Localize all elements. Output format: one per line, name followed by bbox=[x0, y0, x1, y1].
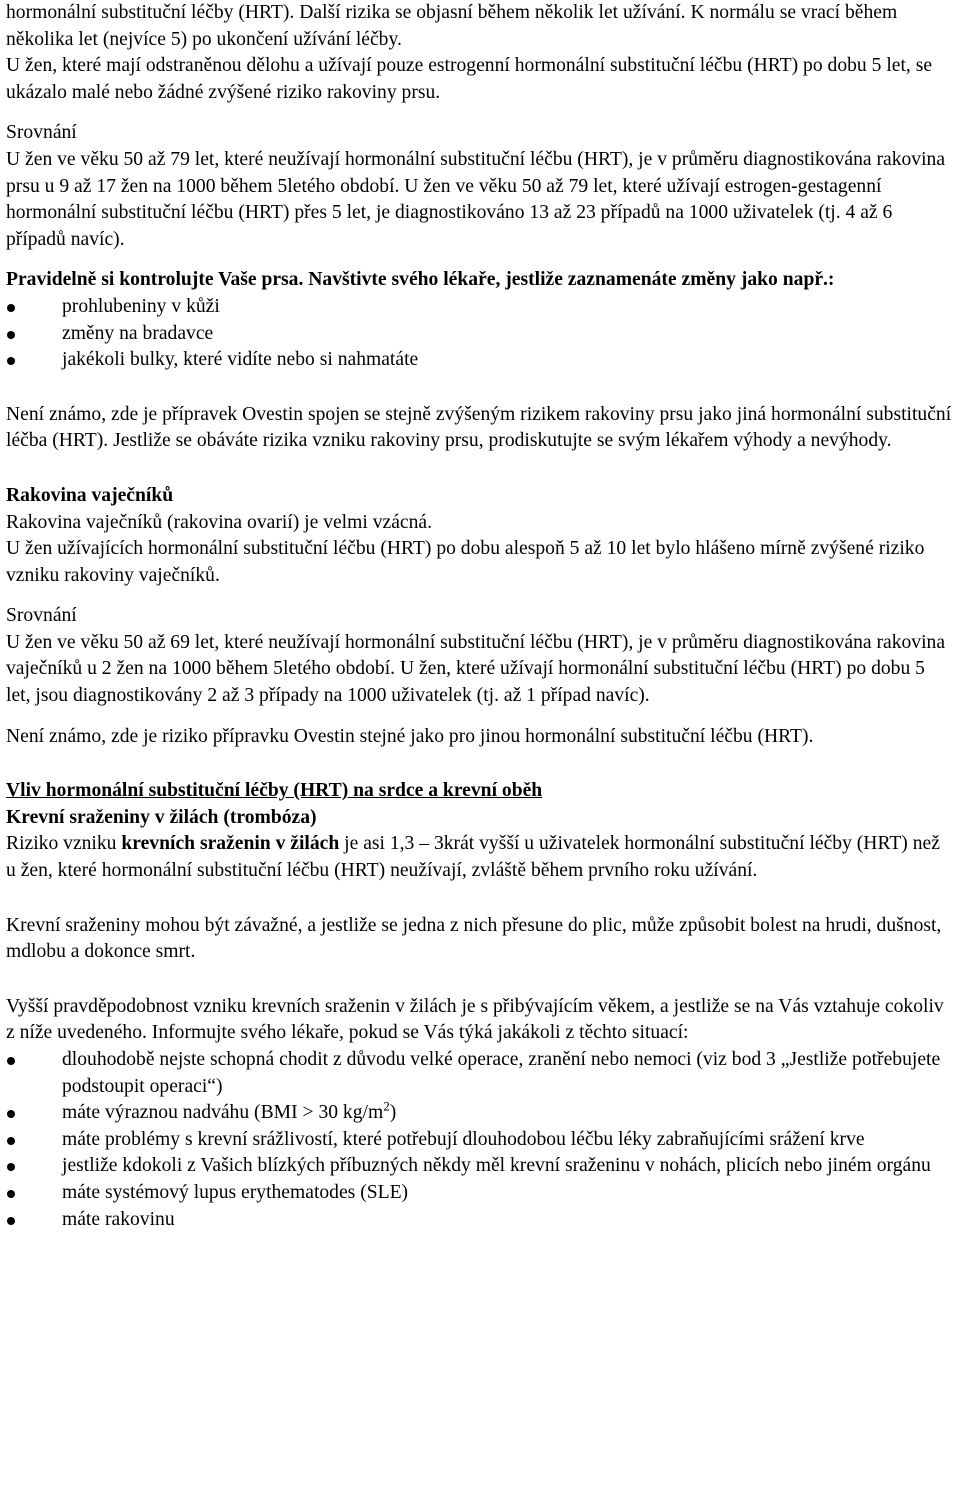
comparison-heading: Srovnání bbox=[6, 122, 77, 144]
superscript: 2 bbox=[383, 1098, 390, 1114]
thrombosis-risk-paragraph bbox=[6, 831, 954, 884]
section-heading: Vliv hormonální substituční léčby (HRT) na srdce a krevní oběh bbox=[6, 780, 543, 802]
ovarian-rare-line: Rakovina vaječníků (rakovina ovarií) je velmi vzácná. bbox=[6, 511, 432, 533]
text-run: ) bbox=[389, 1102, 397, 1124]
risk-factors-intro: Vyšší pravděpodobnost vzniku krevních sraženin v žilách je s přibývajícím věkem, a jestliže se na Vás vztahuje cokoliv z níže uvedeného. Informujte svého lékaře, pokud se Vás týká jakákoli z těchto situací: bbox=[6, 995, 944, 1044]
list-item: jakékoli bulky, které vidíte nebo si nahmatáte bbox=[6, 347, 954, 374]
list-item: změny na bradavce bbox=[6, 321, 954, 348]
bold-term: krevních sraženin v žilách bbox=[121, 833, 340, 855]
list-item: jestliže kdokoli z Vašich blízkých příbuzných někdy měl krevní sraženinu v nohách, plicích nebo jiném orgánu bbox=[6, 1153, 954, 1180]
comparison-paragraph: U žen ve věku 50 až 69 let, které neužívají hormonální substituční léčbu (HRT), je v průměru diagnostikována rakovina vaječníků u 2 žen na 1000 během 5letého období. U žen, které užívají hormonální substituční léčbu (HRT) po dobu 5 let, jsou diagnostikovány 2 až 3 případy na 1000 uživatelek (tj. až 1 případ navíc). bbox=[6, 631, 946, 707]
breast-check-heading: Pravidelně si kontrolujte Vaše prsa. Navštivte svého lékaře, jestliže zaznamenáte změny jako např.: bbox=[6, 269, 835, 291]
list-item: prohlubeniny v kůži bbox=[6, 294, 954, 321]
risk-factors-list bbox=[6, 1047, 954, 1233]
list-item-bmi bbox=[6, 1100, 954, 1127]
comparison-paragraph: U žen ve věku 50 až 79 let, které neužívají hormonální substituční léčbu (HRT), je v průměru diagnostikována rakovina prsu u 9 až 17 žen na 1000 během 5letého období. U žen ve věku 50 až 79 let, které užívají estrogen-gestagenní hormonální substituční léčbu (HRT) přes 5 let, je diagnostikováno 13 až 23 případů na 1000 uživatelek (tj. 4 až 6 případů navíc). bbox=[6, 148, 946, 250]
text-run: je asi 1,3 – 3krát vyšší u uživatelek hormonální substituční léčby (HRT) než u žen, které hormonální substituční léčbu (HRT) neužívají, zvláště během prvního roku užívání. bbox=[6, 833, 940, 882]
text-run: Riziko vzniku bbox=[6, 833, 122, 855]
ovestin-ovarian-paragraph: Není známo, zde je riziko přípravku Ovestin stejné jako pro jinou hormonální substituční léčbu (HRT). bbox=[6, 725, 814, 747]
breast-changes-list bbox=[6, 294, 954, 374]
ovarian-risk-paragraph: U žen užívajících hormonální substituční léčbu (HRT) po dobu alespoň 5 až 10 let bylo hlášeno mírně zvýšené riziko vzniku rakoviny vaječníků. bbox=[6, 538, 925, 586]
intro-paragraph-continued: hormonální substituční léčby (HRT). Další rizika se objasní během několik let užívání. K normálu se vrací během několika let (nejvíce 5) po ukončení užívání léčby. bbox=[6, 2, 898, 50]
subsection-heading: Krevní sraženiny v žilách (trombóza) bbox=[6, 806, 317, 828]
list-item: máte problémy s krevní srážlivostí, které potřebují dlouhodobou léčbu léky zabraňujícími srážení krve bbox=[6, 1127, 954, 1154]
list-item: máte rakovinu bbox=[6, 1207, 954, 1234]
clot-severity-paragraph: Krevní sraženiny mohou být závažné, a jestliže se jedna z nich přesune do plic, může způsobit bolest na hrudi, dušnost, mdlobu a dokonce smrt. bbox=[6, 914, 942, 963]
text-run: máte výraznou nadváhu (BMI > 30 kg/m bbox=[62, 1102, 384, 1124]
ovarian-cancer-heading: Rakovina vaječníků bbox=[6, 484, 174, 506]
ovestin-breast-paragraph: Není známo, zde je přípravek Ovestin spojen se stejně zvýšeným rizikem rakoviny prsu jako jiná hormonální substituční léčba (HRT). Jestliže se obáváte rizika vzniku rakoviny prsu, prodiskutujte se svým lékařem výhody a nevýhody. bbox=[6, 403, 952, 452]
intro-paragraph-estrogen: U žen, které mají odstraněnou dělohu a užívají pouze estrogenní hormonální substituční léčbu (HRT) po dobu 5 let, se ukázalo malé nebo žádné zvýšené riziko rakoviny prsu. bbox=[6, 55, 933, 103]
comparison-heading: Srovnání bbox=[6, 605, 77, 627]
list-item: dlouhodobě nejste schopná chodit z důvodu velké operace, zranění nebo nemoci (viz bod 3 „Jestliže potřebujete podstoupit operaci“) bbox=[6, 1047, 954, 1100]
list-item: máte systémový lupus erythematodes (SLE) bbox=[6, 1180, 954, 1207]
